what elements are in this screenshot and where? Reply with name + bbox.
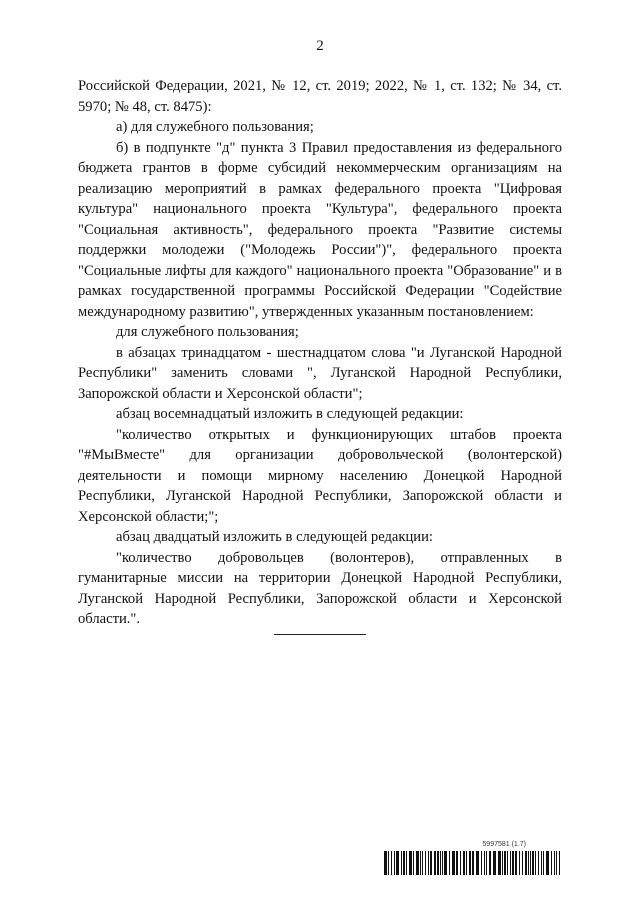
paragraph-8: абзац двадцатый изложить в следующей редакции: [116, 529, 433, 545]
paragraph-5: в абзацах тринадцатом - шестнадцатом слова "и Луганской Народной Республики" заменить словами ", Луганской Народной Республики, Запорожской области и Херсонской области"; [78, 344, 562, 402]
page-number: 2 [316, 38, 324, 54]
end-separator-line [274, 634, 366, 635]
barcode-code: 5997581 (1.7) [482, 841, 526, 848]
barcode-block [384, 841, 562, 881]
document-body [78, 76, 562, 630]
paragraph-4: для служебного пользования; [116, 324, 299, 340]
paragraph-7: "количество открытых и функционирующих штабов проекта "#МыВместе" для организации добровольческой (волонтерской) деятельности и помощи мирному населению Донецкой Народной Республики, Луганской Народной Республики, Запорожской области и Херсонской области;"; [78, 426, 562, 525]
paragraph-6: абзац восемнадцатый изложить в следующей редакции: [116, 406, 464, 422]
paragraph-1: Российской Федерации, 2021, № 12, ст. 2019; 2022, № 1, ст. 132; № 34, ст. 5970; № 48, ст. 8475): [78, 78, 562, 115]
paragraph-2: а) для служебного пользования; [116, 119, 314, 135]
paragraph-9: "количество добровольцев (волонтеров), отправленных в гуманитарные миссии на территории Донецкой Народной Республики, Луганской Народной Республики, Запорожской области и Херсонской области.". [78, 549, 562, 627]
barcode-icon [384, 851, 562, 875]
paragraph-3: б) в подпункте "д" пункта 3 Правил предоставления из федерального бюджета грантов в форме субсидий некоммерческим организациям на реализацию мероприятий в рамках федерального проекта "Цифровая культура" национального проекта "Культура", федерального проекта "Социальная активность", федерального проекта "Развитие системы поддержки молодежи ("Молодежь России")", федерального проекта "Социальные лифты для каждого" национального проекта "Образование" и в рамках государственной программы Российской Федерации "Содействие международному развитию", утвержденных указанным постановлением: [78, 139, 562, 320]
